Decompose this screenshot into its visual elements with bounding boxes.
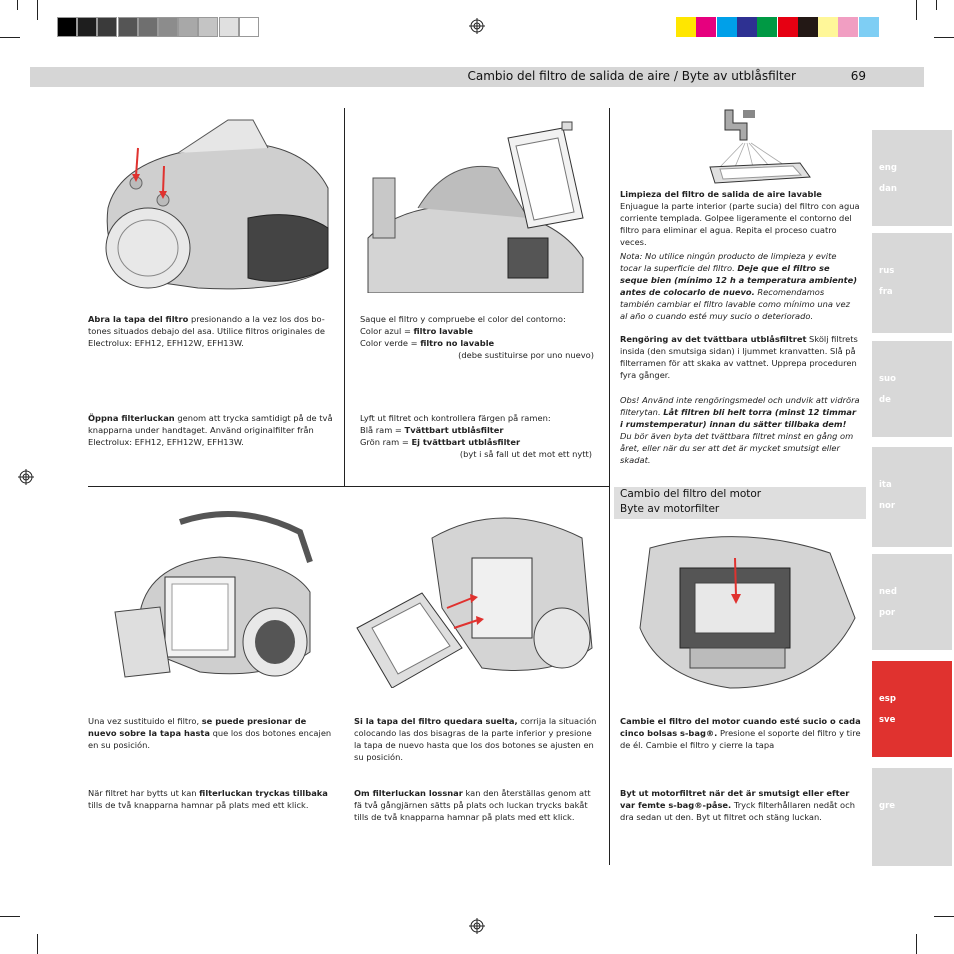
color-swatch — [838, 17, 858, 37]
step-close-cover-sv: När filtret har bytts ut kan filterluckan tryckas tillbaka tills de två knapparna hamnar på plats med ett klick. — [88, 788, 328, 810]
lang-tab-label: rus — [879, 266, 895, 276]
gray-swatch — [198, 17, 218, 37]
lang-tab-esp-sve[interactable] — [872, 661, 952, 757]
column-divider — [609, 108, 610, 865]
registration-mark-icon — [469, 18, 485, 34]
page-number: 69 — [850, 69, 866, 83]
note-clean-filter-sv: Obs! Använd inte rengöringsmedel och undvik att vidröra filterytan. Låt filtren bli helt torra (minst 12 timmar i rumstemperatur) innan du sätter tillbaka dem! Du bör även byta det tvättbara filtret minst en gång om året, eller när du ser att det är mycket smutsigt eller skadat. — [620, 395, 860, 465]
step-loose-cover-es: Si la tapa del filtro quedara suelta, corrija la situación colocando las dos bisagras de la parte inferior y presione la tapa de nuevo hasta que los dos botones se ajusten en su posición. — [354, 716, 597, 762]
motor-filter-heading: Cambio del filtro del motor Byte av motorfilter — [614, 487, 866, 519]
step-check-filter-sv: Lyft ut filtret och kontrollera färgen på ramen: Blå ram = Tvättbart utblåsfilter Grön ram = Ej tvättbart utblåsfilter (byt i så fall ut det mot ett nytt) — [360, 413, 592, 459]
gray-swatch — [138, 17, 158, 37]
color-swatch — [696, 17, 716, 37]
gray-swatch — [97, 17, 117, 37]
filter-cover-closing-illustration — [110, 502, 335, 682]
filter-rinse-illustration — [705, 105, 815, 185]
gray-swatch — [57, 17, 77, 37]
note-clean-filter-es: Nota: No utilice ningún producto de limpieza y evite tocar la superficie del filtro. Deje que el filtro se seque bien (mínimo 12 h a temperatura ambiente) antes de colocarlo de nuevo. Recomendamos también cambiar el filtro lavable como mínimo una vez al año o cuando esté muy sucio o deteriorado. — [620, 251, 858, 321]
lang-tab-rus-fra[interactable] — [872, 233, 952, 333]
gray-swatch — [178, 17, 198, 37]
color-swatch — [778, 17, 798, 37]
color-swatch — [859, 17, 879, 37]
lang-tab-label: dan — [879, 184, 897, 194]
gray-swatch — [239, 17, 259, 37]
lang-tab-label: por — [879, 608, 896, 618]
gray-swatch — [118, 17, 138, 37]
color-swatch — [757, 17, 777, 37]
lang-tab-gre[interactable] — [872, 768, 952, 866]
lang-tab-ita-nor[interactable] — [872, 447, 952, 547]
lang-tab-ned-por[interactable] — [872, 554, 952, 650]
lang-tab-label: gre — [879, 801, 896, 811]
color-swatch — [717, 17, 737, 37]
step-open-cover-sv: Öppna filterluckan genom att trycka samtidigt på de två knapparna under handtaget. Använd originalfilter från Electrolux: EFH12, EFH12W, EFH13W. — [88, 413, 333, 447]
step-close-cover-es: Una vez sustituido el filtro, se puede presionar de nuevo sobre la tapa hasta que los dos botones encajen en su posición. — [88, 716, 332, 750]
lang-tab-suo-de[interactable] — [872, 341, 952, 437]
color-swatch — [676, 17, 696, 37]
color-swatch — [818, 17, 838, 37]
filter-removal-illustration — [358, 118, 598, 293]
gray-swatch — [219, 17, 239, 37]
step-check-filter-es: Saque el filtro y compruebe el color del contorno: Color azul = filtro lavable Color verde = filtro no lavable (debe sustituirse por uno nuevo) — [360, 314, 594, 360]
color-swatch — [737, 17, 757, 37]
filter-cover-hinge-illustration — [352, 498, 597, 688]
lang-tab-label: nor — [879, 501, 896, 511]
step-motor-filter-es: Cambie el filtro del motor cuando esté sucio o cada cinco bolsas s-bag®. Presione el soporte del filtro y tire de él. Cambie el filtro y cierre la tapa — [620, 716, 861, 750]
step-clean-filter-es: Limpieza del filtro de salida de aire lavable Enjuague la parte interior (parte sucia) del filtro con agua corriente templada. Golpee ligeramente el contorno del filtro para eliminar el agua. Repita el proceso cuatro veces. — [620, 189, 860, 247]
registration-mark-icon — [469, 918, 485, 934]
gray-swatch — [158, 17, 178, 37]
color-swatch — [798, 17, 818, 37]
page-title: Cambio del filtro de salida de aire / Byte av utblåsfilter — [467, 69, 796, 83]
lang-tab-label: eng — [879, 163, 897, 173]
lang-tab-eng-dan[interactable] — [872, 130, 952, 226]
registration-mark-icon — [18, 469, 34, 485]
column-divider — [344, 108, 345, 486]
lang-tab-label: ita — [879, 480, 892, 490]
step-open-cover-es: Abra la tapa del filtro presionando a la vez los dos bo-tones situados debajo del asa. Utilice filtros originales de Electrolux: EFH12, EFH12W, EFH13W. — [88, 314, 326, 348]
step-motor-filter-sv: Byt ut motorfiltret när det är smutsigt eller efter var femte s-bag®-påse. Tryck filterhållaren nedåt och dra sedan ut den. Byt ut filtret och stäng luckan. — [620, 788, 855, 822]
vacuum-open-lid-illustration — [88, 118, 333, 293]
step-clean-filter-sv: Rengöring av det tvättbara utblåsfiltret Skölj filtrets insida (den smutsiga sidan) i ljummet kranvatten. Slå på filterramen för att skaka av vattnet. Upprepa proceduren fyra gånger. — [620, 334, 858, 380]
lang-tab-label: sve — [879, 715, 896, 725]
lang-tab-label: de — [879, 395, 891, 405]
lang-tab-label: ned — [879, 587, 897, 597]
gray-swatch — [77, 17, 97, 37]
header-bar — [30, 67, 924, 87]
lang-tab-label: esp — [879, 694, 896, 704]
motor-filter-illustration — [620, 528, 860, 693]
step-loose-cover-sv: Om filterluckan lossnar kan den återställas genom att fä två gångjärnen sätts på plats och luckan trycks bakåt tills de två knapparna hamnar på plats med ett klick. — [354, 788, 591, 822]
row-divider — [88, 486, 609, 487]
lang-tab-label: fra — [879, 287, 893, 297]
lang-tab-label: suo — [879, 374, 896, 384]
